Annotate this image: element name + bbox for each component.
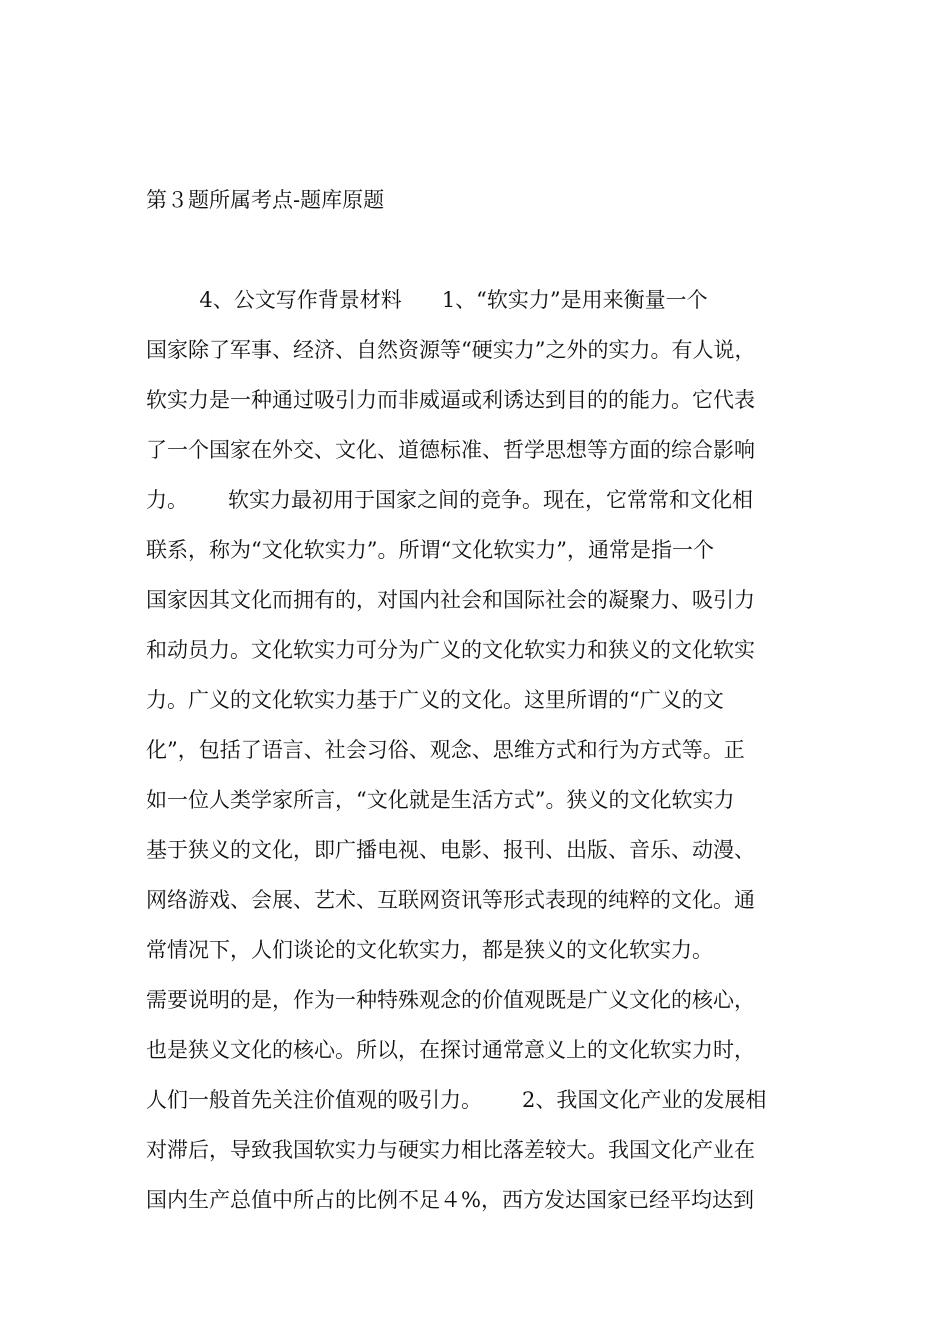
body-line: 常情况下，人们谈论的文化软实力，都是狭义的文化软实力。 — [146, 938, 713, 962]
body-line: 4、公文写作背景材料 1、“软实力”是用来衡量一个 — [146, 288, 708, 312]
question-heading: 第３题所属考点-题库原题 — [146, 188, 385, 212]
body-line: 如一位人类学家所言，“文化就是生活方式”。狭义的文化软实力 — [146, 788, 735, 812]
body-line: 国家除了军事、经济、自然资源等“硬实力”之外的实力。有人说， — [146, 338, 756, 362]
body-line: 需要说明的是，作为一种特殊观念的价值观既是广义文化的核心， — [146, 988, 755, 1012]
document-body — [146, 286, 826, 1236]
body-line: 化”，包括了语言、社会习俗、观念、思维方式和行为方式等。正 — [146, 738, 745, 762]
body-line: 对滞后，导致我国软实力与硬实力相比落差较大。我国文化产业在 — [146, 1138, 755, 1162]
body-line: 人们一般首先关注价值观的吸引力。 2、我国文化产业的发展相 — [146, 1088, 767, 1112]
body-line: 软实力是一种通过吸引力而非威逼或利诱达到目的的能力。它代表 — [146, 388, 755, 412]
body-line: 了一个国家在外交、文化、道德标准、哲学思想等方面的综合影响 — [146, 438, 755, 462]
body-line: 也是狭义文化的核心。所以，在探讨通常意义上的文化软实力时， — [146, 1038, 755, 1062]
body-line: 和动员力。文化软实力可分为广义的文化软实力和狭义的文化软实 — [146, 638, 755, 662]
body-line: 国家因其文化而拥有的，对国内社会和国际社会的凝聚力、吸引力 — [146, 588, 755, 612]
body-line: 国内生产总值中所占的比例不足４%，西方发达国家已经平均达到 — [146, 1188, 754, 1212]
body-line: 联系，称为“文化软实力”。所谓“文化软实力”，通常是指一个 — [146, 538, 714, 562]
body-line: 力。广义的文化软实力基于广义的文化。这里所谓的“广义的文 — [146, 688, 724, 712]
body-line: 网络游戏、会展、艺术、互联网资讯等形式表现的纯粹的文化。通 — [146, 888, 755, 912]
body-line: 力。 软实力最初用于国家之间的竞争。现在，它常常和文化相 — [146, 488, 754, 512]
body-line: 基于狭义的文化，即广播电视、电影、报刊、出版、音乐、动漫、 — [146, 838, 755, 862]
